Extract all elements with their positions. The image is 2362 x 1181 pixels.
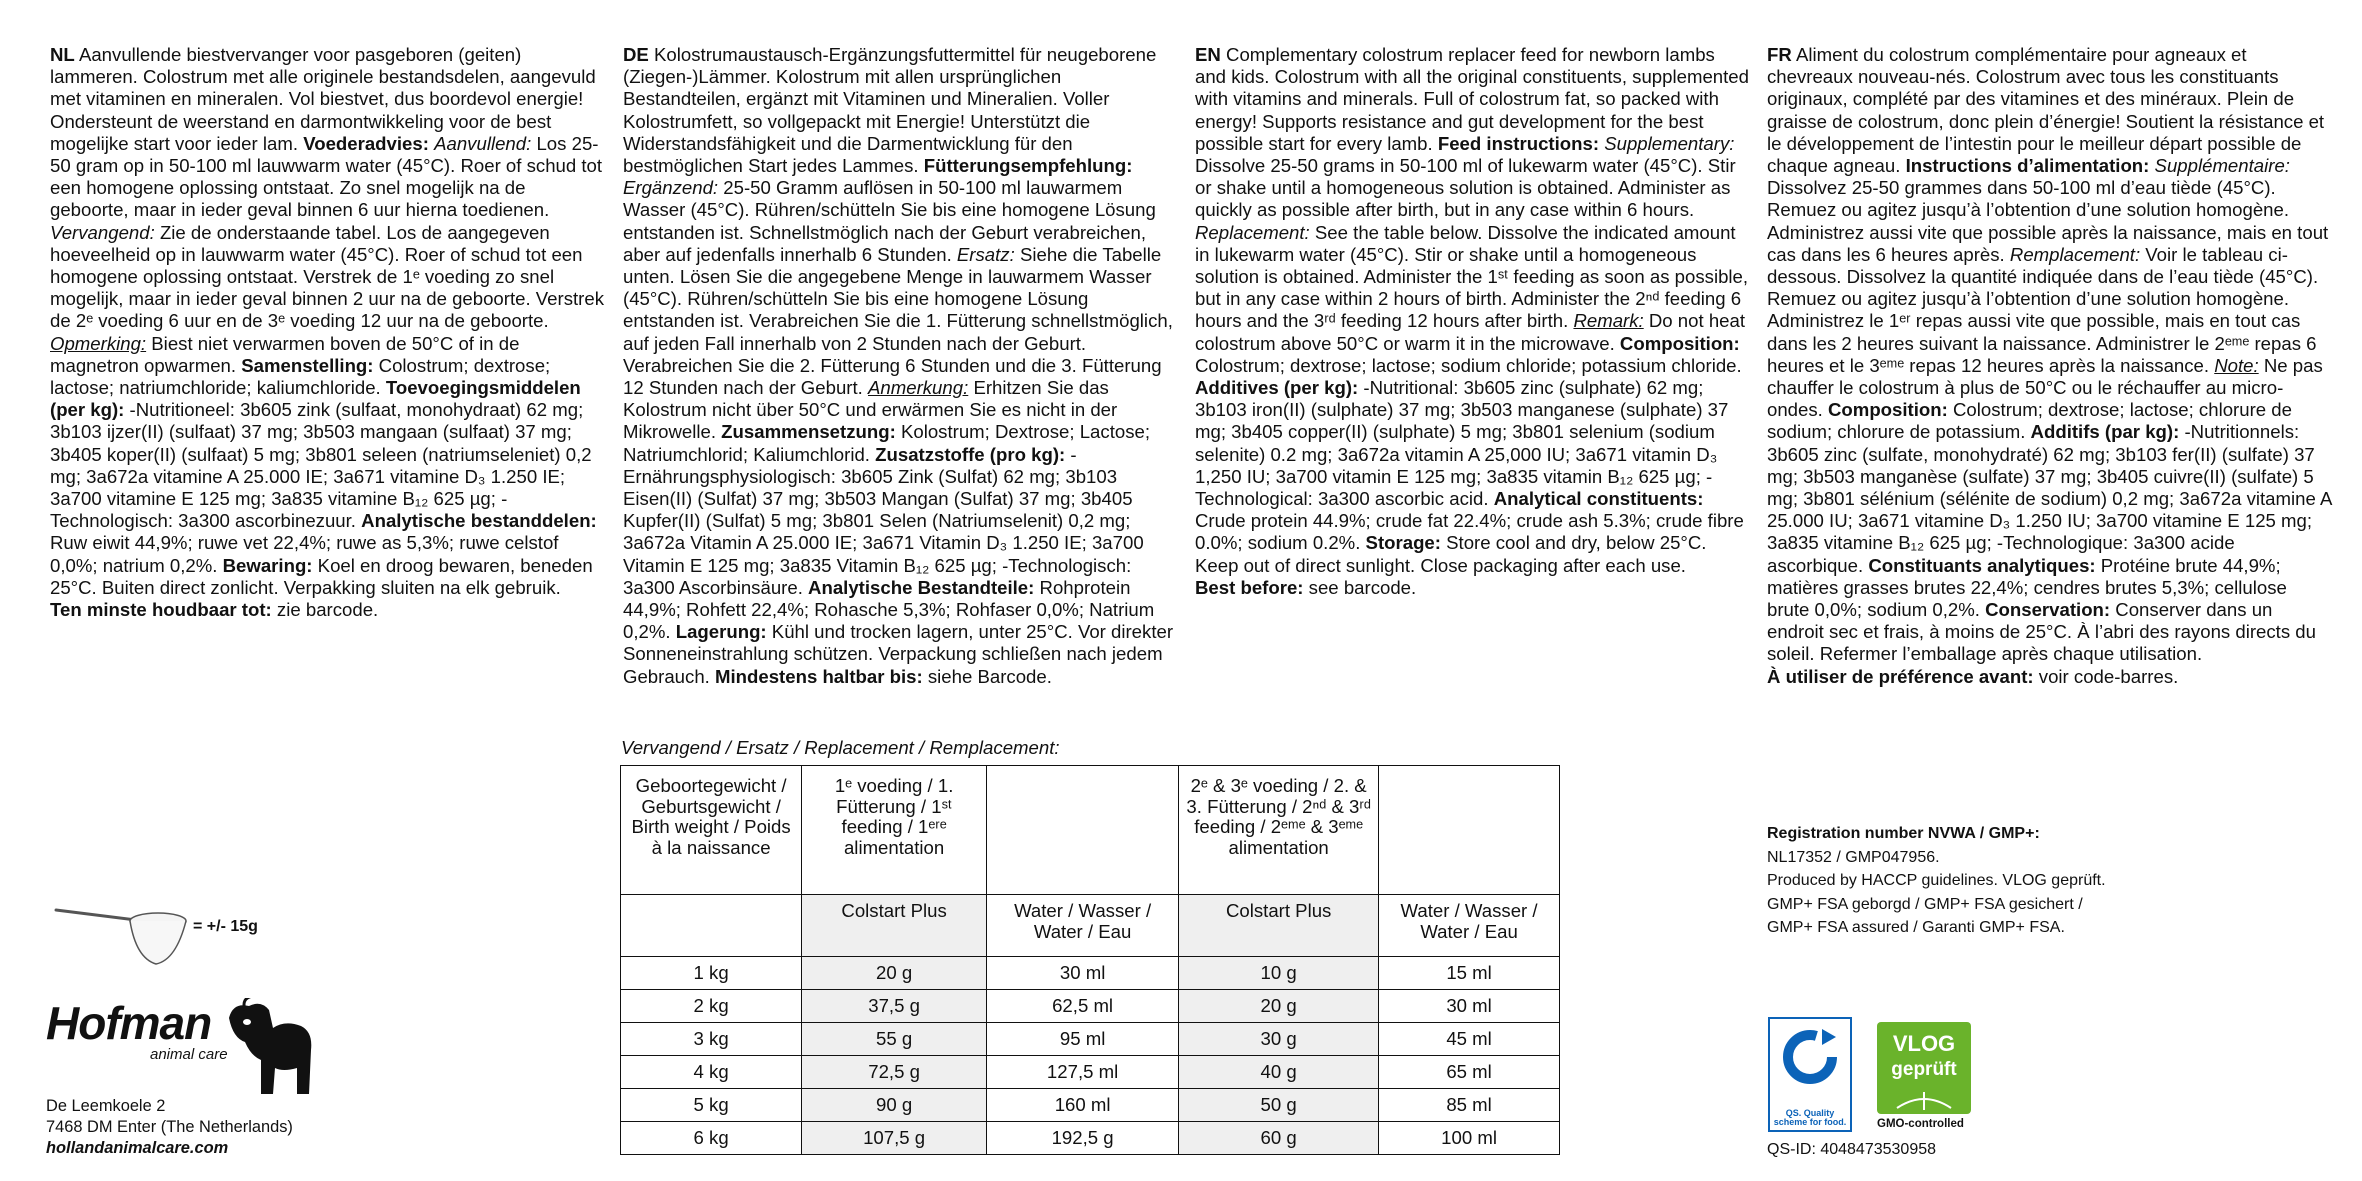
scoop-dose-label: = +/- 15g: [193, 918, 258, 935]
registration-info: [1767, 822, 2106, 940]
gmo-controlled-label: GMO-controlled: [1877, 1118, 1964, 1130]
cell-water-second: 100 ml: [1379, 1122, 1560, 1155]
cell-water-second: 85 ml: [1379, 1089, 1560, 1122]
address-street: De Leemkoele 2: [46, 1097, 166, 1115]
cell-colstart-first: 72,5 g: [802, 1056, 987, 1089]
cell-colstart-second: 60 g: [1179, 1122, 1379, 1155]
cell-water-first: 160 ml: [986, 1089, 1178, 1122]
registration-title: Registration number NVWA / GMP+:: [1767, 825, 2040, 842]
registration-line: GMP+ FSA assured / Garanti GMP+ FSA.: [1767, 919, 2065, 936]
cell-birth-weight: 4 kg: [621, 1056, 802, 1089]
cell-water-first: 30 ml: [986, 957, 1178, 990]
cell-colstart-first: 107,5 g: [802, 1122, 987, 1155]
cell-water-second: 30 ml: [1379, 990, 1560, 1023]
cell-birth-weight: 1 kg: [621, 957, 802, 990]
de-paragraph: DE Kolostrumaustausch-Ergänzungsfuttermittel für neugeborene (Ziegen-)Lämmer. Kolostrum mit allen ursprünglichen Bestandteilen, ergänzt mit Vitaminen und Mineralien. Voller Kolostrumfett, so vollgepackt mit Energie! Unterstützt die Widerstandsfähigkeit und die Darmentwicklung für den bestmöglichen Start jedes Lammes. Fütterungsempfehlung: Ergänzend: 25-50 Gramm auflösen in 50-100 ml lauwarmem Wasser (45°C). Rühren/schütteln Sie bis eine homogene Lösung entstanden ist. Schnellstmöglich nach der Geburt verabreichen, aber auf jedenfalls innerhalb 6 Stunden. Ersatz: Siehe die Tabelle unten. Lösen Sie die angegebene Menge in lauwarmem Wasser (45°C). Rühren/schütteln Sie bis eine homogene Lösung entstanden ist. Verabreichen Sie die 1. Fütterung schnellstmöglich, auf jeden Fall innerhalb von 2 Stunden nach der Geburt. Verabreichen Sie die 2. Fütterung 6 Stunden und die 3. Fütterung 12 Stunden nach der Geburt. Anmerkung: Erhitzen Sie das Kolostrum nicht über 50°C und erwärmen Sie es nicht in der Mikrowelle. Zusammensetzung: Kolostrum; Dextrose; Lactose; Natriumchlorid; Kaliumchlorid. Zusatzstoffe (pro kg): -Ernährungsphysiologisch: 3b605 Zink (Sulfat) 62 mg; 3b103 Eisen(II) (Sulfat) 37 mg; 3b503 Mangan (Sulfat) 37 mg; 3b405 Kupfer(II) (Sulfat) 5 mg; 3b801 Selen (Natriumselenit) 0,2 mg; 3a672a Vitamin A 25.000 IE; 3a671 Vitamin D₃ 1.250 IE; 3a700 Vitamin E 125 mg; 3a835 Vitamin B₁₂ 625 µg; -Technologisch: 3a300 Ascorbinsäure. Analytische Bestandteile: Rohprotein 44,9%; Rohfett 22,4%; Rohasche 5,3%; Rohfaser 0,0%; Natrium 0,2%. Lagerung: Kühl und trocken lagern, unter 25°C. Vor direkter Sonneneinstrahlung schützen. Verpackung schließen nach jedem Gebrauch. Mindestens haltbar bis: siehe Barcode.: [623, 44, 1174, 687]
qs-logo-text: QS. Quality scheme for food.: [1773, 1108, 1847, 1127]
table-row: [621, 1023, 1560, 1056]
header-empty-cell: [1379, 766, 1560, 895]
cell-water-second: 45 ml: [1379, 1023, 1560, 1056]
table-caption: Vervangend / Ersatz / Replacement / Remplacement:: [621, 737, 1060, 758]
cell-colstart-first: 90 g: [802, 1089, 987, 1122]
cell-birth-weight: 6 kg: [621, 1122, 802, 1155]
language-code-de: DE: [623, 44, 649, 65]
cell-colstart-second: 30 g: [1179, 1023, 1379, 1056]
table-header-row: [621, 766, 1560, 895]
subheader-water-1: Water / Wasser / Water / Eau: [986, 895, 1178, 957]
subheader-colstart-2: Colstart Plus: [1179, 895, 1379, 957]
cell-birth-weight: 5 kg: [621, 1089, 802, 1122]
fr-paragraph: FR Aliment du colostrum complémentaire pour agneaux et chevreaux nouveau-nés. Colostrum avec tous les constituants originaux, complété par des vitamines et des minéraux. Plein de graisse de colostrum, donc plein d’énergie! Soutient la résistance et le développement de l’intestin pour le meilleur départ possible de chaque agneau. Instructions d’alimentation: Supplémentaire: Dissolvez 25-50 grammes dans 50-100 ml d’eau tiède (45°C). Remuez ou agitez jusqu’à l’obtention d’une solution homogène. Administrez aussi vite que possible après la naissance, mais en tout cas dans les 6 heures après. Remplacement: Voir le tableau ci-dessous. Dissolvez la quantité indiquée dans de l’eau tiède (45°C). Remuez ou agitez jusqu’à l’obtention d’une solution homogène. Administrez le 1ᵉʳ repas aussi vite que possible, mais en tout cas dans les 2 heures suivant la naissance. Administrer le 2ᵉᵐᵉ repas 6 heures et le 3ᵉᵐᵉ repas 12 heures après la naissance. Note: Ne pas chauffer le colostrum à plus de 50°C ou le réchauffer au micro-ondes. Composition: Colostrum; dextrose; lactose; chlorure de sodium; chlorure de potassium. Additifs (par kg): -Nutritionnels: 3b605 zinc (sulfate, monohydraté) 62 mg; 3b103 fer(II) (sulfate) 37 mg; 3b503 manganèse (sulfate) 37 mg; 3b405 cuivre(II) (sulfate) 5 mg; 3b801 sélénium (sélénite de sodium) 0,2 mg; 3a672a vitamine A 25.000 IU; 3a671 vitamine D₃ 1.250 IU; 3a700 vitamine E 125 mg; 3a835 vitamine B₁₂ 625 µg; -Technologique: 3a300 acide ascorbique. Constituants analytiques: Protéine brute 44,9%; matières grasses brutes 22,4%; cendres brutes 5,3%; cellulose brute 0,0%; sodium 0,2%. Conservation: Conserver dans un endroit sec et frais, à moins de 25°C. À l’abri des rayons directs du soleil. Refermer l’emballage après chaque utilisation. À utiliser de préférence avant: voir code-barres.: [1767, 44, 2332, 687]
table-subheader-row: [621, 895, 1560, 957]
header-second-third-feeding: 2ᵉ & 3ᵉ voeding / 2. & 3. Fütterung / 2ⁿᵈ & 3ʳᵈ feeding / 2ᵉᵐᵉ & 3ᵉᵐᵉ alimentation: [1179, 766, 1379, 895]
brand-logo: [46, 997, 228, 1063]
dosage-table: [620, 765, 1560, 1155]
text-column-nl: [50, 44, 606, 621]
text-column-fr: [1767, 44, 2333, 688]
cell-water-first: 127,5 ml: [986, 1056, 1178, 1089]
table-row: [621, 1122, 1560, 1155]
subheader-colstart-1: Colstart Plus: [802, 895, 987, 957]
brand-name: Hofman: [46, 997, 212, 1049]
goat-silhouette-icon: [223, 998, 315, 1098]
table-row: [621, 1056, 1560, 1089]
text-column-en: [1195, 44, 1751, 599]
vlog-logo: [1877, 1022, 1971, 1114]
language-code-en: EN: [1195, 44, 1221, 65]
cell-colstart-second: 20 g: [1179, 990, 1379, 1023]
qs-id: QS-ID: 4048473530958: [1767, 1141, 1937, 1158]
cell-colstart-second: 50 g: [1179, 1089, 1379, 1122]
subheader-empty-cell: [621, 895, 802, 957]
text-column-de: [623, 44, 1179, 688]
cell-water-first: 62,5 ml: [986, 990, 1178, 1023]
table-row: [621, 957, 1560, 990]
vlog-subtitle: geprüft: [1891, 1059, 1957, 1080]
cell-water-first: 192,5 g: [986, 1122, 1178, 1155]
header-empty-cell: [986, 766, 1178, 895]
language-code-nl: NL: [50, 44, 75, 65]
address-city: 7468 DM Enter (The Netherlands): [46, 1118, 293, 1136]
company-address: [46, 1096, 293, 1159]
cell-colstart-second: 10 g: [1179, 957, 1379, 990]
cell-water-first: 95 ml: [986, 1023, 1178, 1056]
cell-colstart-second: 40 g: [1179, 1056, 1379, 1089]
language-code-fr: FR: [1767, 44, 1792, 65]
cell-colstart-first: 55 g: [802, 1023, 987, 1056]
en-paragraph: EN Complementary colostrum replacer feed for newborn lambs and kids. Colostrum with all the original constituents, supplemented with vitamins and minerals. Full of colostrum fat, so packed with energy! Supports resistance and gut development for the best possible start for every lamb. Feed instructions: Supplementary: Dissolve 25-50 grams in 50-100 ml of lukewarm water (45°C). Stir or shake until a homogeneous solution is obtained. Administer as quickly as possible after birth, but in any case within 6 hours. Replacement: See the table below. Dissolve the indicated amount in lukewarm water (45°C). Stir or shake until a homogeneous solution is obtained. Administer the 1ˢᵗ feeding as soon as possible, but in any case within 2 hours of birth. Administer the 2ⁿᵈ feeding 6 hours and the 3ʳᵈ feeding 12 hours after birth. Remark: Do not heat colostrum above 50°C or warm it in the microwave. Composition: Colostrum; dextrose; lactose; sodium chloride; potassium chloride. Additives (per kg): -Nutritional: 3b605 zinc (sulphate) 62 mg; 3b103 iron(II) (sulphate) 37 mg; 3b503 manganese (sulphate) 37 mg; 3b405 copper(II) (sulphate) 5 mg; 3b801 selenium (sodium selenite) 0.2 mg; 3a672a vitamin A 25,000 IU; 3a671 vitamin D₃ 1,250 IU; 3a700 vitamin E 125 mg; 3a835 vitamin B₁₂ 625 µg; -Technological: 3a300 ascorbic acid. Analytical constituents: Crude protein 44.9%; crude fat 22.4%; crude ash 5.3%; crude fibre 0.0%; sodium 0.2%. Storage: Store cool and dry, below 25°C. Keep out of direct sunlight. Close packaging after each use. Best before: see barcode.: [1195, 44, 1749, 598]
subheader-water-2: Water / Wasser / Water / Eau: [1379, 895, 1560, 957]
wheat-icon: [1877, 1084, 1971, 1114]
cell-water-second: 15 ml: [1379, 957, 1560, 990]
header-first-feeding: 1ᵉ voeding / 1. Fütterung / 1ˢᵗ feeding / 1ᵉʳᵉ alimentation: [802, 766, 987, 895]
header-birth-weight: Geboortegewicht / Geburtsgewicht / Birth weight / Poids à la naissance: [621, 766, 802, 895]
cell-water-second: 65 ml: [1379, 1056, 1560, 1089]
registration-line: GMP+ FSA geborgd / GMP+ FSA gesichert /: [1767, 895, 2083, 913]
qs-quality-logo: [1768, 1017, 1852, 1132]
registration-line: NL17352 / GMP047956.: [1767, 848, 1940, 866]
brand-subtitle: animal care: [150, 1046, 228, 1063]
table-row: [621, 990, 1560, 1023]
vlog-title: VLOG: [1892, 1031, 1956, 1056]
cell-birth-weight: 3 kg: [621, 1023, 802, 1056]
qs-arrows-icon: [1770, 1019, 1850, 1099]
table-row: [621, 1089, 1560, 1122]
cell-colstart-first: 20 g: [802, 957, 987, 990]
cell-colstart-first: 37,5 g: [802, 990, 987, 1023]
registration-line: Produced by HACCP guidelines. VLOG geprüft.: [1767, 872, 2106, 889]
nl-paragraph: NL Aanvullende biestvervanger voor pasgeboren (geiten) lammeren. Colostrum met alle originele bestandsdelen, aangevuld met vitaminen en mineralen. Vol biestvet, dus boordevol energie! Ondersteunt de weerstand en darmontwikkeling voor de best mogelijke start voor ieder lam. Voederadvies: Aanvullend: Los 25-50 gram op in 50-100 ml lauwwarm water (45°C). Roer of schud tot een homogene oplossing ontstaat. Zo snel mogelijk na de geboorte, maar in ieder geval binnen 6 uur hierna toedienen. Vervangend: Zie de onderstaande tabel. Los de aangegeven hoeveelheid op in lauwwarm water (45°C). Roer of schud tot een homogene oplossing ontstaat. Verstrek de 1ᵉ voeding zo snel mogelijk, maar in ieder geval binnen 2 uur na de geboorte. Verstrek de 2ᵉ voeding 6 uur en de 3ᵉ voeding 12 uur na de geboorte. Opmerking: Biest niet verwarmen boven de 50°C of in de magnetron opwarmen. Samenstelling: Colostrum; dextrose; lactose; natriumchloride; kaliumchloride. Toevoegingsmiddelen (per kg): -Nutritioneel: 3b605 zink (sulfaat, monohydraat) 62 mg; 3b103 ijzer(II) (sulfaat) 37 mg; 3b503 mangaan (sulfaat) 37 mg; 3b405 koper(II) (sulfaat) 5 mg; 3b801 seleen (natriumseleniet) 0,2 mg; 3a672a vitamine A 25.000 IE; 3a671 vitamine D₃ 1.250 IE; 3a700 vitamine E 125 mg; 3a835 vitamine B₁₂ 625 µg; -Technologisch: 3a300 ascorbinezuur. Analytische bestanddelen: Ruw eiwit 44,9%; ruwe vet 22,4%; ruwe as 5,3%; ruwe celstof 0,0%; natrium 0,2%. Bewaring: Koel en droog bewaren, beneden 25°C. Buiten direct zonlicht. Verpakking sluiten na elk gebruik. Ten minste houdbaar tot: zie barcode.: [50, 44, 605, 621]
measuring-scoop-icon: [52, 896, 192, 971]
cell-birth-weight: 2 kg: [621, 990, 802, 1023]
website-link[interactable]: hollandanimalcare.com: [46, 1139, 229, 1157]
